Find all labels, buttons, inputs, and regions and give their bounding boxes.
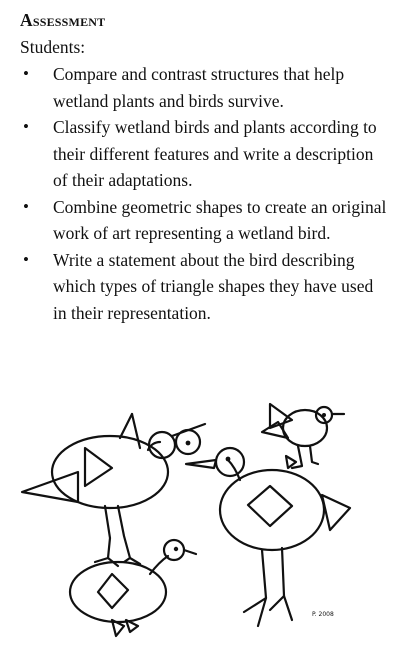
bullet-icon: • <box>23 196 29 216</box>
list-item-text: Combine geometric shapes to create an original work of art representing a wetland bird. <box>53 196 387 243</box>
bird-center-foot-2 <box>270 596 292 620</box>
geometric-birds-drawing <box>0 390 400 645</box>
bird-left-beak <box>172 424 205 436</box>
bird-center-beak <box>186 460 216 468</box>
bird-center-leg-2 <box>282 548 284 596</box>
bird-left-crest-back <box>132 414 140 448</box>
section-heading: Assessment <box>20 10 106 30</box>
wetland-birds-illustration <box>0 390 400 645</box>
bird-left-leg-2 <box>118 506 130 558</box>
section-intro: Students: <box>20 37 86 57</box>
list-item <box>20 247 390 327</box>
bird-bottom-left-wing-diamond <box>98 574 128 608</box>
bird-center-eye <box>226 457 231 462</box>
bird-center-icon <box>186 448 350 626</box>
bird-top-right-body <box>283 410 327 446</box>
artist-signature: P. 2008 <box>312 611 334 618</box>
bird-center-wing-diamond <box>248 486 292 526</box>
bird-center-body <box>220 470 324 550</box>
bird-bottom-left-eye <box>174 547 178 551</box>
bird-center-leg <box>262 550 266 598</box>
bird-left-crest <box>120 414 132 438</box>
bird-top-right-foot-triangle <box>286 456 296 468</box>
bird-left-wing-triangle <box>85 448 112 486</box>
list-item <box>20 194 390 247</box>
bird-bottom-left-neck <box>150 556 168 574</box>
bullet-icon: • <box>23 64 29 83</box>
bird-top-right-leg-2 <box>310 446 318 464</box>
bird-center-foot <box>244 598 266 626</box>
list-item-text: Classify wetland birds and plants according to their different features and write a description of their adaptations. <box>53 117 377 190</box>
bird-top-right-eye <box>322 413 326 417</box>
bird-center-tail-triangle <box>322 495 350 530</box>
bird-top-right-icon <box>262 404 344 468</box>
list-item <box>20 114 390 194</box>
bird-left-eye <box>186 441 191 446</box>
bird-left-icon <box>22 414 205 566</box>
bullet-icon: • <box>23 249 29 269</box>
list-item-text: Write a statement about the bird describing which types of triangle shapes they have used in their representation. <box>53 249 374 323</box>
bird-bottom-left-icon <box>70 540 196 636</box>
list-item-text: Compare and contrast structures that help wetland plants and birds survive. <box>53 64 345 111</box>
bird-bottom-left-head <box>164 540 184 560</box>
assessment-list <box>20 61 390 326</box>
list-item <box>20 61 390 114</box>
bird-bottom-left-foot-triangle-2 <box>126 620 138 632</box>
bullet-icon: • <box>23 117 29 136</box>
bird-bottom-left-beak <box>184 550 196 554</box>
bird-left-leg <box>105 506 110 558</box>
